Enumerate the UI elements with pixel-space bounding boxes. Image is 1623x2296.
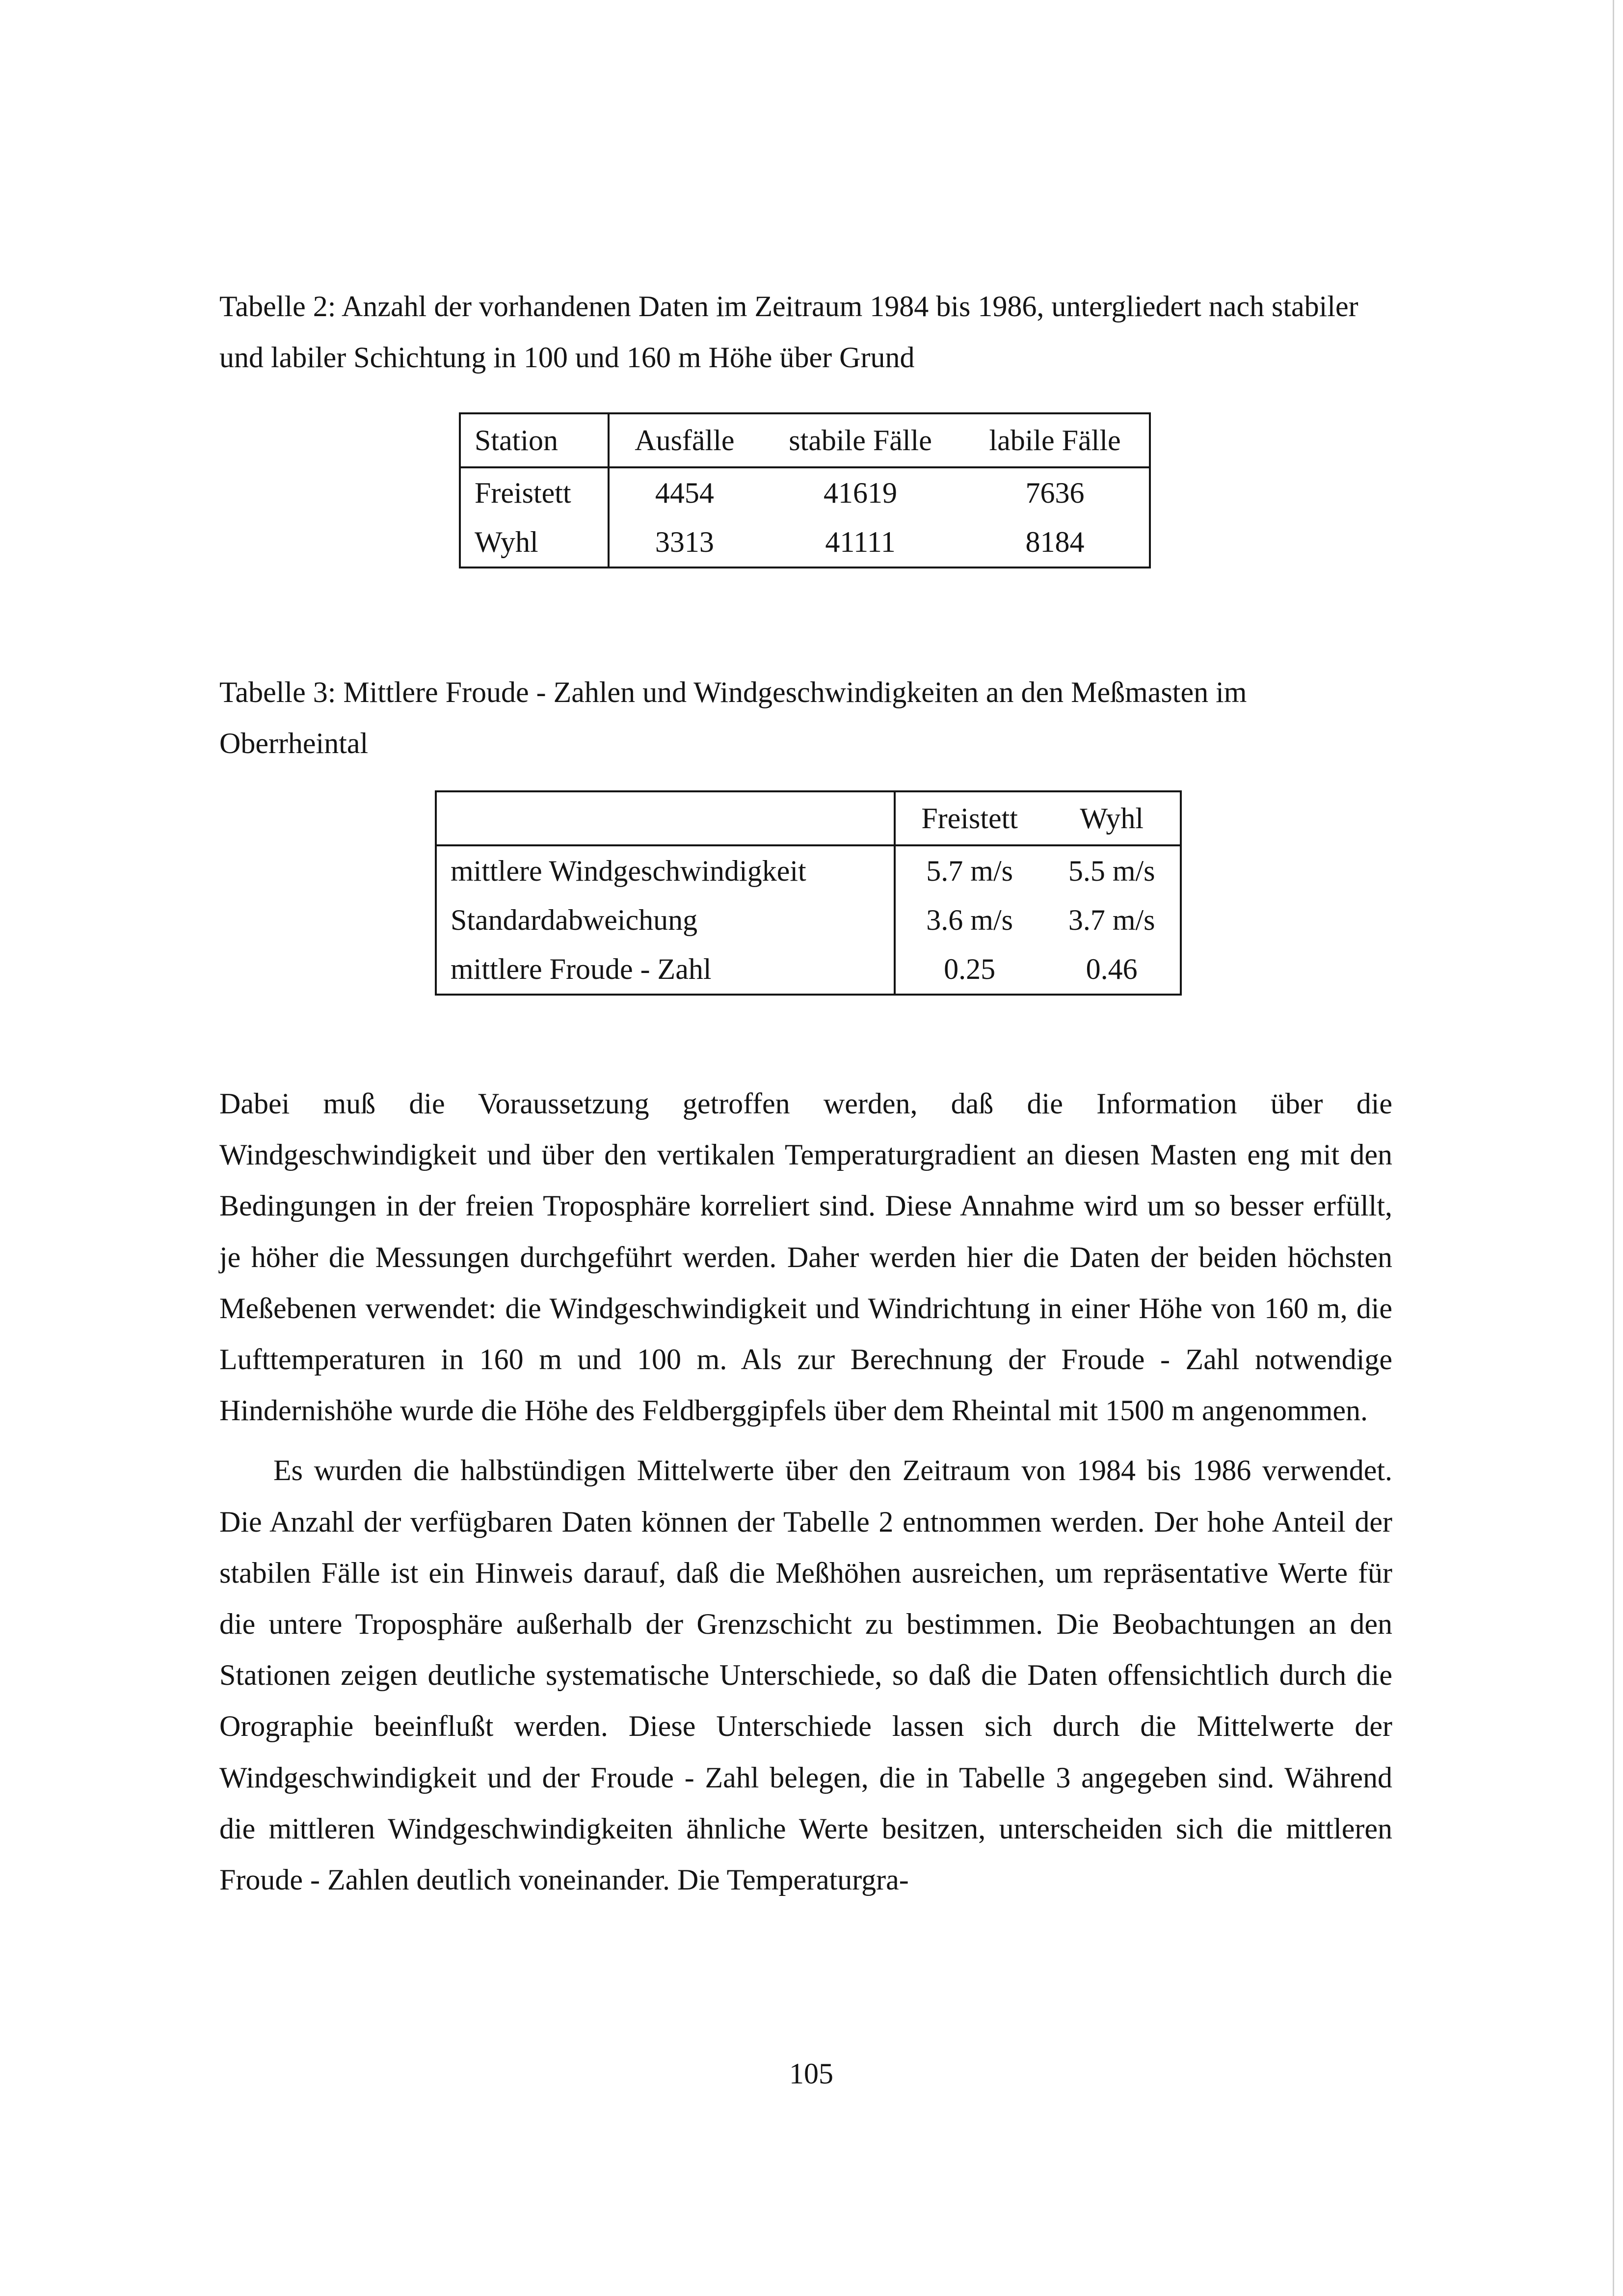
table2-header-station: Station — [460, 413, 609, 467]
paragraph-2: Es wurden die halbstündigen Mittelwerte über den Zeitraum von 1984 bis 1986 verwendet. Die Anzahl der verfügbaren Daten können der Tabelle 2 entnommen werden. Der hohe Anteil der stabilen Fälle ist ein Hinweis darauf, daß die Meßhöhen ausreichen, um repräsentative Werte für die untere Troposphäre außerhalb der Grenzschicht zu bestimmen. Die Beobachtungen an den Stationen zeigen deutliche systematische Unterschiede, so daß die Daten offensichtlich durch die Orographie beeinflußt werden. Diese Unterschiede lassen sich durch die Mittelwerte der Windgeschwindigkeit und der Froude - Zahl belegen, die in Tabelle 3 angegeben sind. Während die mittleren Windgeschwindigkeiten ähnliche Werte besitzen, unterscheiden sich die mittleren Froude - Zahlen deutlich voneinander. Die Temperaturgra- — [219, 1454, 1392, 1896]
table2 — [459, 412, 1151, 568]
table-row — [436, 945, 1181, 995]
table2-caption: Tabelle 2: Anzahl der vorhandenen Daten im Zeitraum 1984 bis 1986, untergliedert nach stabiler und labiler Schichtung in 100 und 160 m Höhe über Grund — [219, 290, 1358, 374]
table2-header-labile: labile Fälle — [961, 413, 1150, 467]
table2-cell: 3313 — [655, 525, 714, 558]
table3 — [435, 790, 1182, 996]
table2-cell: Freistett — [460, 467, 609, 517]
table3-cell: 0.25 — [944, 952, 996, 985]
table3-cell: 5.5 m/s — [1068, 854, 1155, 887]
table2-cell: 41619 — [824, 476, 898, 509]
table2-header-ausfaelle: Ausfälle — [609, 413, 760, 467]
table3-caption: Tabelle 3: Mittlere Froude - Zahlen und Windgeschwindigkeiten an den Meßmasten im Oberrheintal — [219, 676, 1247, 759]
table2-header-row — [460, 413, 1150, 467]
table2-cell: Wyhl — [460, 517, 609, 567]
table-row — [460, 517, 1150, 567]
table-row — [436, 895, 1181, 945]
table2-cell: 8184 — [1025, 525, 1085, 558]
table2-cell: 4454 — [655, 476, 714, 509]
table3-header-empty — [436, 791, 895, 845]
table3-header-freistett: Freistett — [895, 791, 1043, 845]
table2-header-stabile: stabile Fälle — [760, 413, 961, 467]
table3-header-wyhl: Wyhl — [1043, 791, 1181, 845]
table-row — [436, 845, 1181, 895]
table3-cell: mittlere Froude - Zahl — [436, 945, 895, 995]
table2-cell: 7636 — [1025, 476, 1085, 509]
table3-cell: 3.6 m/s — [926, 903, 1013, 936]
table3-cell: Standardabweichung — [436, 895, 895, 945]
scan-edge-line — [1613, 0, 1614, 2296]
table3-cell: 0.46 — [1086, 952, 1138, 985]
table3-cell: 5.7 m/s — [926, 854, 1013, 887]
table2-cell: 41111 — [825, 525, 896, 558]
table3-cell: 3.7 m/s — [1068, 903, 1155, 936]
body-text — [219, 1078, 1392, 1905]
table3-cell: mittlere Windgeschwindigkeit — [436, 845, 895, 895]
paragraph-1: Dabei muß die Voraussetzung getroffen werden, daß die Information über die Windgeschwindigkeit und über den vertikalen Temperaturgradient an diesen Masten eng mit den Bedingungen in der freien Troposphäre korreliert sind. Diese Annahme wird um so besser erfüllt, je höher die Messungen durchgeführt werden. Daher werden hier die Daten der beiden höchsten Meßebenen verwendet: die Windgeschwindigkeit und Windrichtung in einer Höhe von 160 m, die Lufttemperaturen in 160 m und 100 m. Als zur Berechnung der Froude - Zahl notwendige Hindernishöhe wurde die Höhe des Feldberggipfels über dem Rheintal mit 1500 m angenommen. — [219, 1087, 1392, 1427]
table3-header-row — [436, 791, 1181, 845]
table-row — [460, 467, 1150, 517]
page-number: 105 — [789, 2057, 833, 2090]
